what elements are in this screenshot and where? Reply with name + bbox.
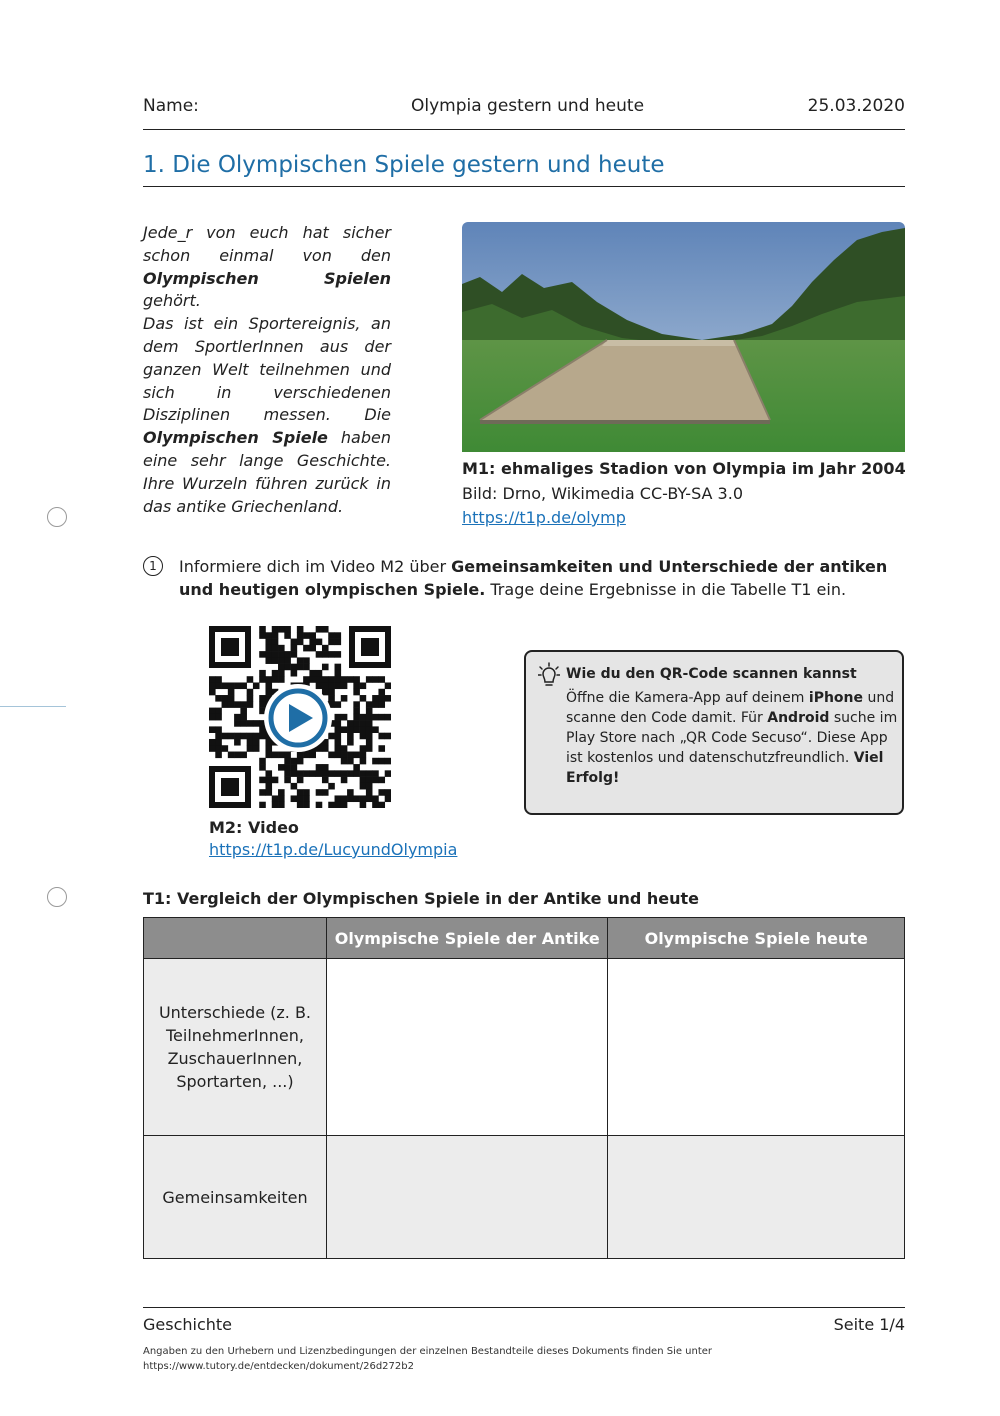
tip-title: Wie du den QR-Code scannen kannst (566, 666, 857, 682)
qr-code[interactable] (209, 626, 391, 808)
table-title: T1: Vergleich der Olympischen Spiele in der Antike und heute (143, 889, 699, 908)
stadium-photo (462, 222, 905, 452)
page-header (143, 96, 905, 118)
intro-paragraph-1: Jede_r von euch hat sicher schon einmal von den Olympischen Spielen gehört. (143, 223, 391, 311)
play-icon (264, 684, 332, 752)
intro-text (143, 222, 391, 518)
intro-paragraph-2: Das ist ein Sportereignis, an dem SportlerInnen aus der ganzen Welt teilnehmen und sich in verschiedenen Disziplinen messen. Die Olympischen Spiele haben eine sehr lange Geschichte. Ihre Wurzeln führen zurück in das antike Griechenland. (143, 314, 391, 516)
row-label-commonalities: Gemeinsamkeiten (144, 1136, 327, 1259)
video-link[interactable]: https://t1p.de/LucyundOlympia (209, 840, 458, 859)
lightbulb-icon (538, 662, 560, 688)
answer-cell-commonalities-antiquity[interactable] (326, 1136, 608, 1259)
row-label-differences: Unterschiede (z. B. TeilnehmerInnen, ZuschauerInnen, Sportarten, ...) (144, 959, 327, 1136)
qr-tip-box (524, 650, 904, 815)
punch-hole-mark (47, 887, 67, 907)
table-row (144, 959, 905, 1136)
answer-cell-differences-antiquity[interactable] (326, 959, 608, 1136)
table-header-antiquity: Olympische Spiele der Antike (326, 918, 608, 959)
table-header-empty (144, 918, 327, 959)
photo-credit: Bild: Drno, Wikimedia CC-BY-SA 3.0 (462, 484, 743, 503)
header-divider (143, 129, 905, 130)
worksheet-title: Olympia gestern und heute (411, 96, 645, 116)
intro-emphasis-2: Olympischen Spiele (143, 428, 328, 448)
photo-source-link[interactable]: https://t1p.de/olymp (462, 508, 626, 527)
task-instruction: Informiere dich im Video M2 über Gemeinsamkeiten und Unterschiede der antiken und heutigen olympischen Spiele. Trage deine Ergebnisse in die Tabelle T1 ein. (179, 557, 888, 599)
section-title: 1. Die Olympischen Spiele gestern und heute (143, 152, 665, 178)
table-header-today: Olympische Spiele heute (608, 918, 905, 959)
fold-mark (0, 706, 66, 707)
task-emphasis: Gemeinsamkeiten und Unterschiede der antiken und heutigen olympischen Spiele. (179, 557, 888, 599)
table-row (144, 1136, 905, 1259)
video-label: M2: Video (209, 818, 299, 837)
punch-hole-mark (47, 507, 67, 527)
table-header-row (144, 918, 905, 959)
worksheet-date: 25.03.2020 (807, 96, 905, 116)
name-label: Name: (143, 96, 199, 116)
comparison-table (143, 917, 905, 1259)
intro-emphasis-1: Olympischen Spielen (143, 268, 391, 288)
answer-cell-differences-today[interactable] (608, 959, 905, 1136)
title-divider (143, 186, 905, 187)
answer-cell-commonalities-today[interactable] (608, 1136, 905, 1259)
photo-caption: M1: ehmaliges Stadion von Olympia im Jahr 2004 (462, 459, 906, 478)
task-number: 1 (143, 556, 163, 576)
footer-subject: Geschichte (143, 1315, 233, 1334)
footer-divider (143, 1307, 905, 1308)
tip-text: Öffne die Kamera-App auf deinem iPhone und scanne den Code damit. Für Android suche im Play Store nach „QR Code Secuso“. Diese App ist kostenlos und datenschutzfreundlich. Viel Erfolg! (566, 690, 898, 786)
footer-page-number: Seite 1/4 (833, 1315, 905, 1334)
license-note: Angaben zu den Urhebern und Lizenzbedingungen der einzelnen Bestandteile dieses Dokuments finden Sie unter https://www.tutory.de/entdecken/dokument/26d272b2 (143, 1346, 713, 1372)
